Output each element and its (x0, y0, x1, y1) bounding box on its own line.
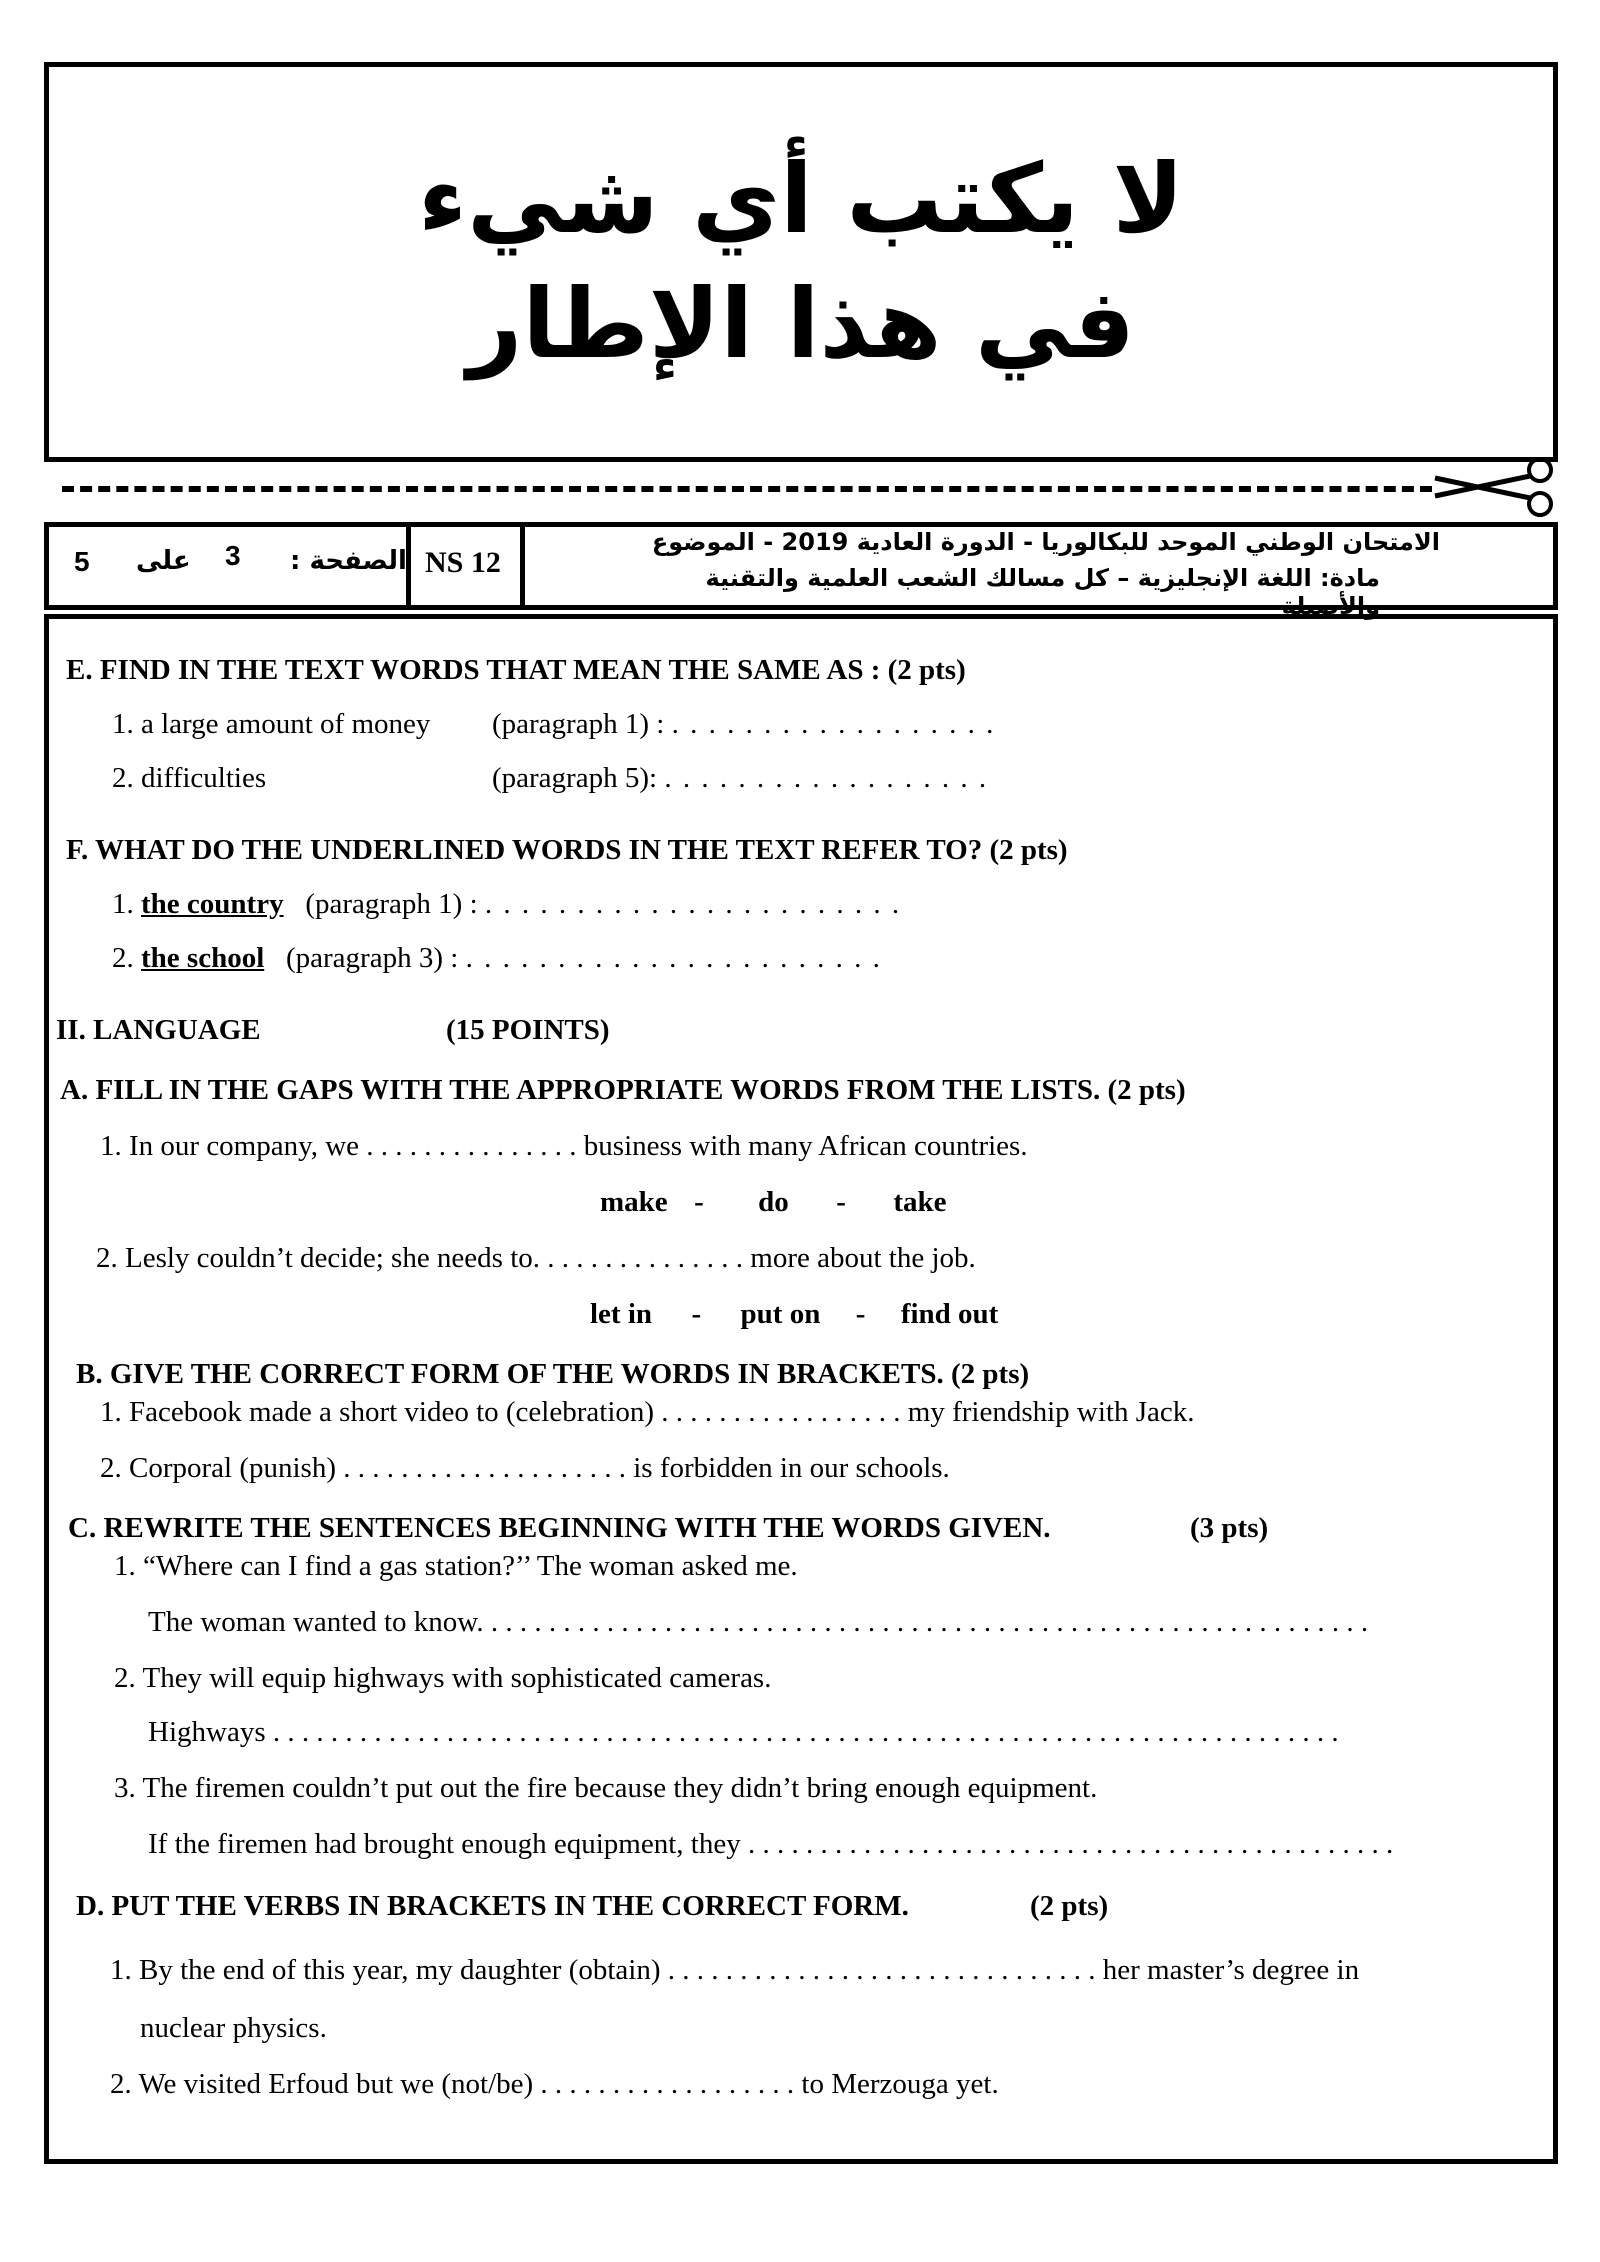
scissors-icon (1430, 456, 1560, 518)
section-b-question-2: 2. Corporal (punish) . . . . . . . . . . . . . . . . . . . . is forbidden in our schools. (100, 1452, 950, 1484)
item-number: 2. (112, 942, 134, 974)
option-separator: - (836, 1186, 846, 1218)
answer-blank[interactable]: . . . . . . . . . . . . . . . . . . (664, 762, 989, 794)
exam-code: NS 12 (425, 546, 501, 579)
language-points: (15 POINTS) (446, 1014, 610, 1046)
page-label: الصفحة : (290, 546, 407, 576)
section-d-points: (2 pts) (1030, 1890, 1109, 1922)
section-b-question-1: 1. Facebook made a short video to (celebration) . . . . . . . . . . . . . . . . . my friendship with Jack. (100, 1396, 1195, 1428)
paragraph-ref: (paragraph 3) : (286, 942, 459, 974)
underlined-word: the school (141, 942, 265, 974)
option-do: do (758, 1186, 789, 1218)
paragraph-ref: (paragraph 1) : (492, 708, 665, 740)
section-f-item-2 (112, 942, 882, 975)
total-pages: 5 (74, 546, 90, 577)
section-a-title: A. FILL IN THE GAPS WITH THE APPROPRIATE WORDS FROM THE LISTS. (2 pts) (60, 1074, 1186, 1106)
section-c-question-1: 1. “Where can I find a gas station?’’ The woman asked me. (114, 1550, 798, 1582)
section-d-question-2: 2. We visited Erfoud but we (not/be) . . . . . . . . . . . . . . . . . . to Merzouga yet. (110, 2068, 999, 2100)
answer-blank[interactable]: . . . . . . . . . . . . . . . . . . (671, 708, 996, 740)
section-c-answer-2[interactable]: Highways . . . . . . . . . . . . . . . . . . . . . . . . . . . . . . . . . . . . . . . . . . . . . . . . . . . . . . . . . . . . . . . . . . . . . . . . . . (148, 1716, 1339, 1748)
paragraph-ref: (paragraph 1) : (305, 888, 478, 920)
section-c-question-2: 2. They will equip highways with sophisticated cameras. (114, 1662, 772, 1694)
item-number: 2. (112, 762, 134, 794)
header-divider-2 (520, 522, 525, 610)
section-c-title: C. REWRITE THE SENTENCES BEGINNING WITH THE WORDS GIVEN. (68, 1512, 1051, 1544)
option-separator: - (855, 1298, 866, 1330)
section-f-item-1 (112, 888, 901, 921)
section-f-title: F. WHAT DO THE UNDERLINED WORDS IN THE TEXT REFER TO? (2 pts) (66, 834, 1068, 866)
section-e-item-2-answer (492, 762, 988, 795)
section-c-answer-3[interactable]: If the firemen had brought enough equipment, they . . . . . . . . . . . . . . . . . . . . . . . . . . . . . . . . . . . . . . . . . . . . . (148, 1828, 1394, 1860)
item-text: a large amount of money (141, 708, 431, 740)
section-a-options-2 (590, 1298, 998, 1331)
section-e-title: E. FIND IN THE TEXT WORDS THAT MEAN THE SAME AS : (2 pts) (66, 654, 966, 686)
item-number: 1. (112, 888, 134, 920)
section-e-item-2 (112, 762, 266, 795)
option-separator: - (694, 1186, 704, 1218)
option-take: take (893, 1186, 947, 1218)
exam-title: الامتحان الوطني الموحد للبكالوريا - الدورة العادية 2019 - الموضوع (651, 528, 1440, 556)
section-a-question-1: 1. In our company, we . . . . . . . . . . . . . . . business with many African countries. (100, 1130, 1028, 1162)
section-c-question-3: 3. The firemen couldn’t put out the fire because they didn’t bring enough equipment. (114, 1772, 1098, 1804)
of-label: على (136, 546, 191, 576)
item-number: 1. (112, 708, 134, 740)
section-a-question-2: 2. Lesly couldn’t decide; she needs to. . . . . . . . . . . . . . . more about the job. (96, 1242, 976, 1274)
section-e-item-1 (112, 708, 430, 741)
section-d-question-1-cont: nuclear physics. (140, 2012, 327, 2044)
cut-dashed-line (62, 486, 1432, 492)
paragraph-ref: (paragraph 5): (492, 762, 658, 794)
section-d-question-1: 1. By the end of this year, my daughter (obtain) . . . . . . . . . . . . . . . . . . . . . . . . . . . . . . her master’s degree in (110, 1954, 1360, 1986)
item-text: difficulties (141, 762, 267, 794)
option-find-out: find out (900, 1298, 999, 1330)
page-number: 3 (225, 540, 241, 571)
section-d-title: D. PUT THE VERBS IN BRACKETS IN THE CORRECT FORM. (76, 1890, 909, 1922)
section-a-options-1 (600, 1186, 946, 1219)
language-title: II. LANGUAGE (56, 1014, 261, 1046)
section-b-title: B. GIVE THE CORRECT FORM OF THE WORDS IN BRACKETS. (2 pts) (76, 1358, 1030, 1390)
answer-blank[interactable]: . . . . . . . . . . . . . . . . . . . . . . . (465, 942, 882, 974)
underlined-word: the country (141, 888, 284, 920)
section-c-answer-1[interactable]: The woman wanted to know. . . . . . . . . . . . . . . . . . . . . . . . . . . . . . . . . . . . . . . . . . . . . . . . . . . . . . . . . . . . . . (148, 1606, 1369, 1638)
section-c-points: (3 pts) (1190, 1512, 1269, 1544)
do-not-write-line2: في هذا الإطار (467, 268, 1135, 380)
exam-subject: مادة: اللغة الإنجليزية – كل مسالك الشعب العلمية والتقنية والأصيلة (705, 564, 1380, 620)
do-not-write-frame (44, 62, 1558, 462)
option-make: make (600, 1186, 668, 1218)
option-separator: - (691, 1298, 702, 1330)
do-not-write-line1: لا يكتب أي شيء (418, 143, 1184, 255)
answer-blank[interactable]: . . . . . . . . . . . . . . . . . . . . . . . (484, 888, 902, 920)
option-let-in: let in (590, 1298, 653, 1330)
option-put-on: put on (740, 1298, 821, 1330)
section-e-item-1-answer (492, 708, 995, 741)
